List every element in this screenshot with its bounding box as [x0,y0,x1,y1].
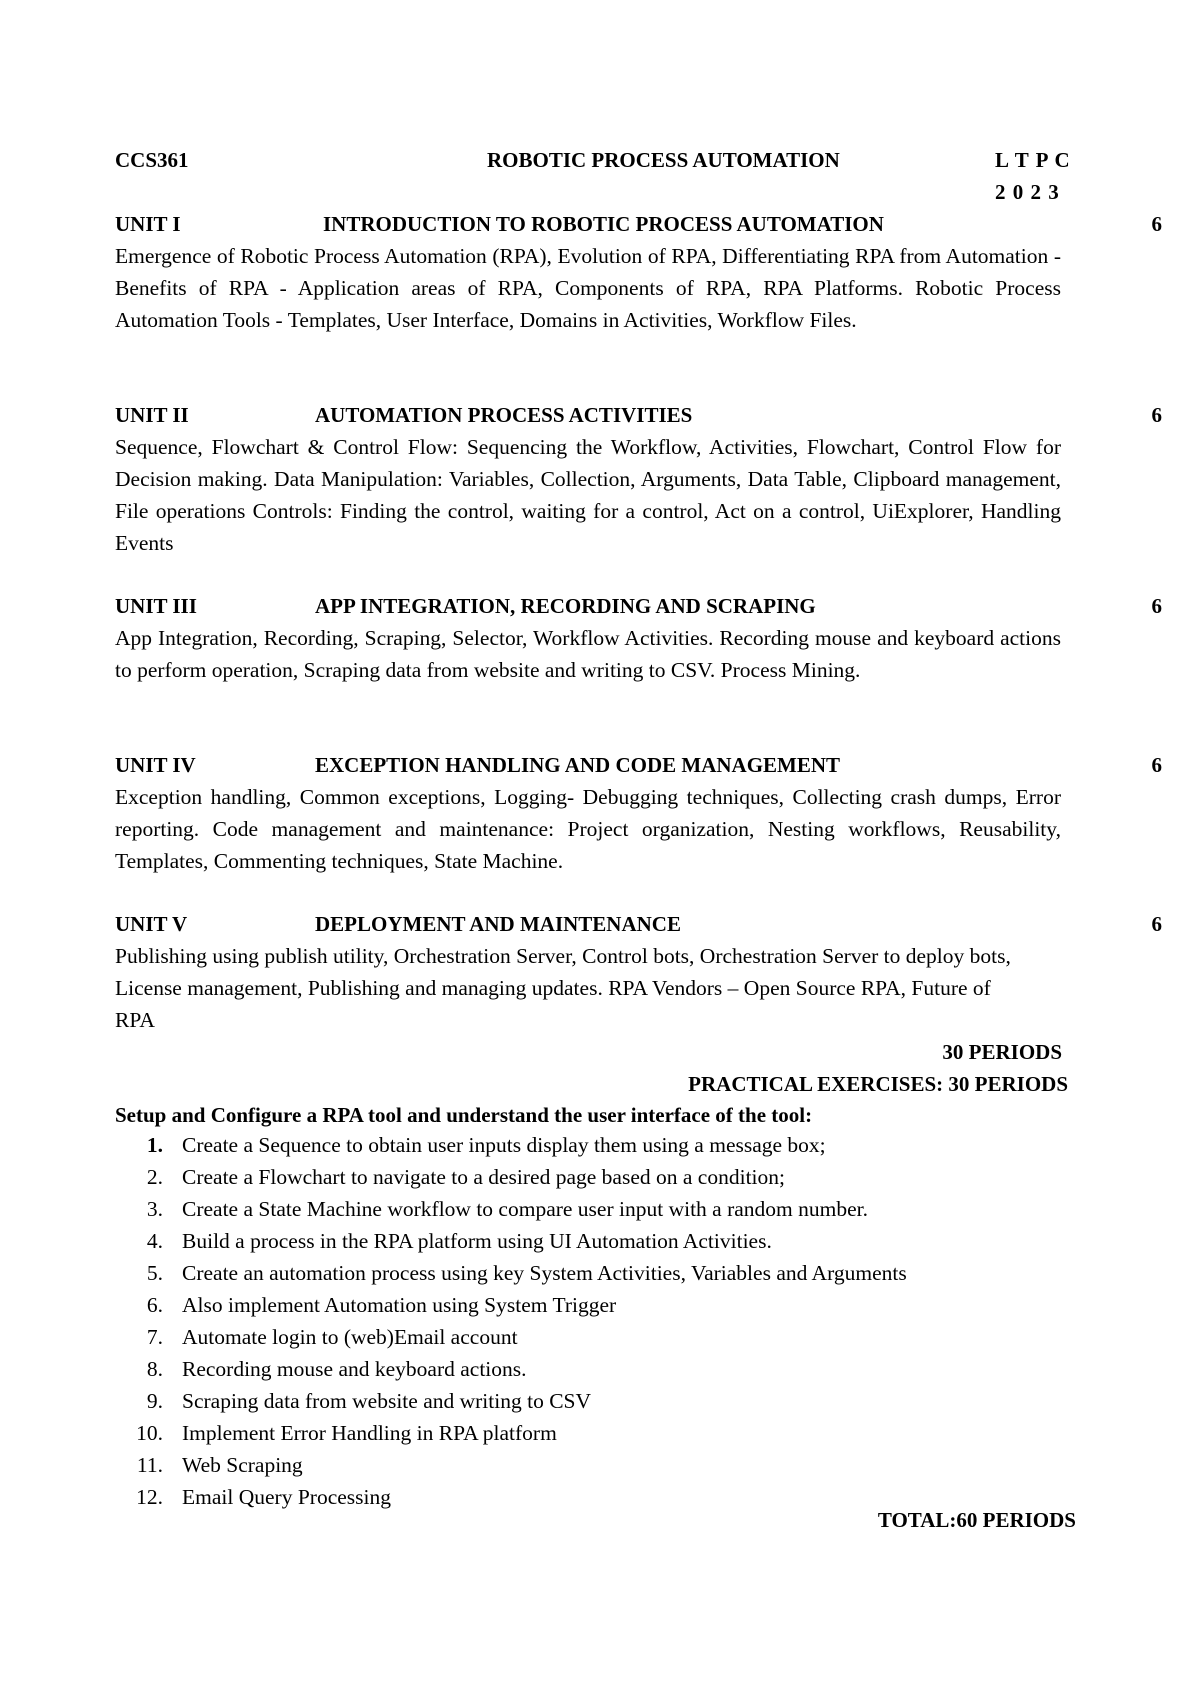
theory-periods: 30 PERIODS [942,1040,1062,1064]
unit-number: UNIT IV [115,753,196,777]
ltpc-label: L T P C [995,148,1071,172]
total-periods: TOTAL:60 PERIODS [877,1508,1076,1532]
unit-hours: 6 [1151,912,1162,936]
unit-hours: 6 [1151,753,1162,777]
syllabus-page: CCS361 ROBOTIC PROCESS AUTOMATION L T P C 2 0 2 3 UNIT I INTRODUCTION TO ROBOTIC PROCESS AUTOMATION 6 Emergence of Robotic Process Automation (RPA), Evolution of RPA, Differentiating RPA from Automation - Benefits of RPA - Application areas of RPA, Components of RPA, RPA Platforms. Robotic Process Automation Tools - Templates, User Interface, Domains in Activities, Workflow Files. UNIT II AUTOMATION PROCESS ACTIVITIES 6 Sequence, Flowchart & Control Flow: Sequencing the Workflow, Activities, Flowchart, Control Flow for Decision making. Data Manipulation: Variables, Collection, Arguments, Data Table, Clipboard management, File operations Controls: Finding the control, waiting for a control, Act on a control, UiExplorer, Handling Events UNIT III APP INTEGRATION, RECORDING AND SCRAPING 6 App Integration, Recording, Scraping, Selector, Workflow Activities. Recording mouse and keyboard actions to perform operation, Scraping data from website and writing to CSV. Process Mining. UNIT IV EXCEPTION HANDLING AND CODE MANAGEMENT 6 Exception handling, Common exceptions, Logging- Debugging techniques, Collecting crash dumps, Error reporting. Code management and maintenance: Project organization, Nesting workflows, Reusability, Templates, Commenting techniques, State Machine. UNIT V DEPLOYMENT AND MAINTENANCE 6 Publishing using publish utility, Orchestration Server, Control bots, Orchestration Server to deploy bots, License management, Publishing and managing updates. RPA Vendors – Open Source RPA, Future of RPA 30 PERIODS PRACTICAL EXERCISES: 30 PERIODS Setup and Configure a RPA tool and understand the user interface of the tool: 1. Create a Sequence to obtain user inputs display them using a message box; 2. Create a Flowchart to navigate to a desired page based on a condition; 3. Create a State Machine workflow to compare user input with a random number. 4. Build a process in the RPA platform using UI Automation Activities. 5. Create an automation process using key System Activities, Variables and Arguments 6. Also implement Automation using System Trigger 7. Automate login to (web)Email account 8. Recording mouse and keyboard actions. 9. Scraping data from website and writing to CSV 10. Implement Error Handling in RPA platform 11. Web Scraping 12. Email Query Processing TOTAL:60 PERIODS [115,148,1162,1532]
unit-content: Exception handling, Common exceptions, Logging- Debugging techniques, Collecting crash dumps, Error reporting. Code management and maintenance: Project organization, Nesting workflows, Reusability, Templates, Commenting techniques, State Machine. [115,785,1061,873]
unit-title: EXCEPTION HANDLING AND CODE MANAGEMENT [315,753,841,777]
unit-title: INTRODUCTION TO ROBOTIC PROCESS AUTOMATION [323,212,884,236]
course-title: ROBOTIC PROCESS AUTOMATION [487,148,840,172]
unit-number: UNIT I [115,212,181,236]
unit-content: App Integration, Recording, Scraping, Selector, Workflow Activities. Recording mouse and keyboard actions to perform operation, Scraping data from website and writing to CSV. Process Mining. [115,626,1061,682]
practical-periods: PRACTICAL EXERCISES: 30 PERIODS [688,1072,1068,1096]
unit-content: Sequence, Flowchart & Control Flow: Sequencing the Workflow, Activities, Flowchart, Control Flow for Decision making. Data Manipulation: Variables, Collection, Arguments, Data Table, Clipboard management, File operations Controls: Finding the control, waiting for a control, Act on a control, UiExplorer, Handling Events [115,435,1061,555]
unit-title: APP INTEGRATION, RECORDING AND SCRAPING [315,594,816,618]
unit-number: UNIT V [115,912,188,936]
ltpc-values: 2 0 2 3 [995,180,1060,204]
unit-number: UNIT III [115,594,197,618]
unit-title: DEPLOYMENT AND MAINTENANCE [315,912,681,936]
unit-content: Emergence of Robotic Process Automation (RPA), Evolution of RPA, Differentiating RPA from Automation - Benefits of RPA - Application areas of RPA, Components of RPA, RPA Platforms. Robotic Process Automation Tools - Templates, User Interface, Domains in Activities, Workflow Files. [115,244,1061,332]
unit-hours: 6 [1151,403,1162,427]
unit-title: AUTOMATION PROCESS ACTIVITIES [315,403,693,427]
unit-hours: 6 [1151,212,1162,236]
unit-content: Publishing using publish utility, Orchestration Server, Control bots, Orchestration Server to deploy bots, License management, Publishing and managing updates. RPA Vendors – Open Source RPA, Future of RPA [115,944,1011,1032]
setup-heading: Setup and Configure a RPA tool and understand the user interface of the tool: [115,1103,813,1127]
unit-hours: 6 [1151,594,1162,618]
unit-number: UNIT II [115,403,189,427]
course-code: CCS361 [115,148,189,172]
